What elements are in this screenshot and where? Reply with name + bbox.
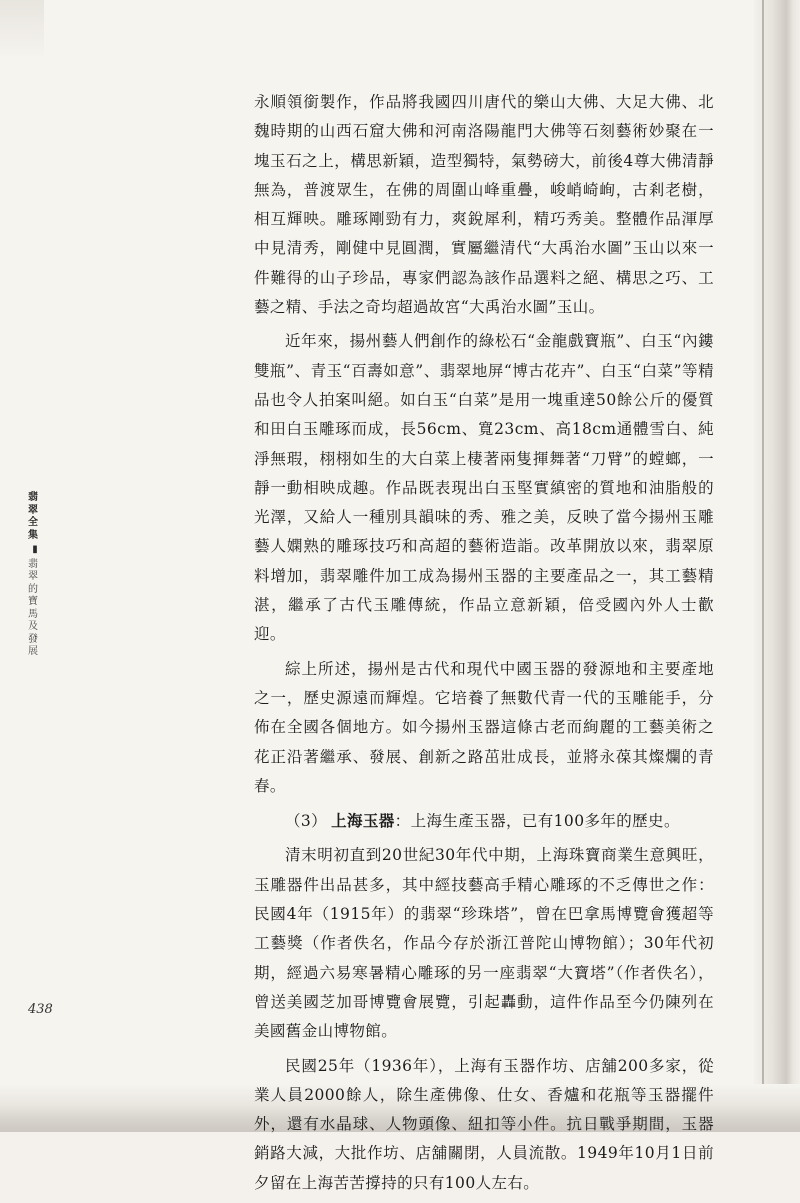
running-subtitle: 翡翠的寶馬及發展 [28,558,38,657]
section-title: 上海玉器 [331,811,395,831]
running-header [28,492,42,659]
paragraph-1: 永順領銜製作，作品將我國四川唐代的樂山大佛、大足大佛、北魏時期的山西石窟大佛和河南洛陽龍門大佛等石刻藝術妙聚在一塊玉石之上，構思新穎，造型獨特，氣勢磅大，前後4尊大佛清靜無為，普渡眾生，在佛的周圍山峰重疊，峻峭崎峋，古剎老樹，相互輝映。雕琢剛勁有力，爽銳犀利，精巧秀美。整體作品渾厚中見清秀，剛健中見圓潤，實屬繼清代“大禹治水圖”玉山以來一件難得的山子珍品，專家們認為該作品選料之絕、構思之巧、工藝之精、手法之奇均超過故宮“大禹治水圖”玉山。 [254,93,714,317]
page-number: 438 [28,1002,53,1017]
paragraph-2: 近年來，揚州藝人們創作的綠松石“金龍戲寶瓶”、白玉“內鏤雙瓶”、青玉“百壽如意”、翡翠地屏“博古花卉”、白玉“白菜”等精品也令人拍案叫絕。如白玉“白菜”是用一塊重達50餘公斤的優質和田白玉雕琢而成，長56cm、寬23cm、高18cm通體雪白、純淨無瑕，栩栩如生的大白菜上棲著兩隻揮舞著“刀臂”的螳螂，一靜一動相映成趣。作品既表現出白玉堅實縝密的質地和油脂般的光澤，又給人一種別具韻味的秀、雅之美，反映了當今揚州玉雕藝人嫻熟的雕琢技巧和高超的藝術造詣。改革開放以來，翡翠原料增加，翡翠雕件加工成為揚州玉器的主要產品之一，其工藝精湛，繼承了古代玉雕傳統，作品立意新穎，倍受國內外人士歡迎。 [254,332,714,644]
scan-corner-shadow [0,0,44,60]
page-edge-line [762,0,764,1132]
body-text [254,88,714,1203]
running-separator: ▮ [32,544,38,555]
section-number: （3） [285,812,328,831]
paragraph-5: 民國25年（1936年），上海有玉器作坊、店舖200多家，從業人員2000餘人，除生產佛像、仕女、香爐和花瓶等玉器擺件外，還有水晶球、人物頭像、紐扣等小件。抗日戰爭期間，玉器銷路大減，大批作坊、店舖關閉，人員流散。1949年10月1日前夕留在上海苦苦撐持的只有100人左右。 [254,1056,714,1192]
paragraph-4: 清末明初直到20世紀30年代中期，上海珠寶商業生意興旺，玉雕器件出品甚多，其中經技藝高手精心雕琢的不乏傳世之作：民國4年（1915年）的翡翠“珍珠塔”，曾在巴拿馬博覽會獲超等工藝獎（作者佚名，作品今存於浙江普陀山博物館）；30年代初期，經過六易寒暑精心雕琢的另一座翡翠“大寶塔”（作者佚名），曾送美國芝加哥博覽會展覽，引起轟動，這件作品至今仍陳列在美國舊金山博物館。 [254,846,714,1041]
paragraph-3: 綜上所述，揚州是古代和現代中國玉器的發源地和主要產地之一，歷史源遠而輝煌。它培養了無數代青一代的玉雕能手，分佈在全國各個地方。如今揚州玉器這條古老而絢麗的工藝美術之花正沿著繼承、發展、創新之路茁壯成長，並將永葆其燦爛的青春。 [254,659,714,795]
section-heading [254,806,714,836]
page-edge-shadow [754,0,800,1132]
section-intro: ：上海生產玉器，已有100多年的歷史。 [394,812,680,831]
running-title: 翡翠全集 [28,492,38,541]
